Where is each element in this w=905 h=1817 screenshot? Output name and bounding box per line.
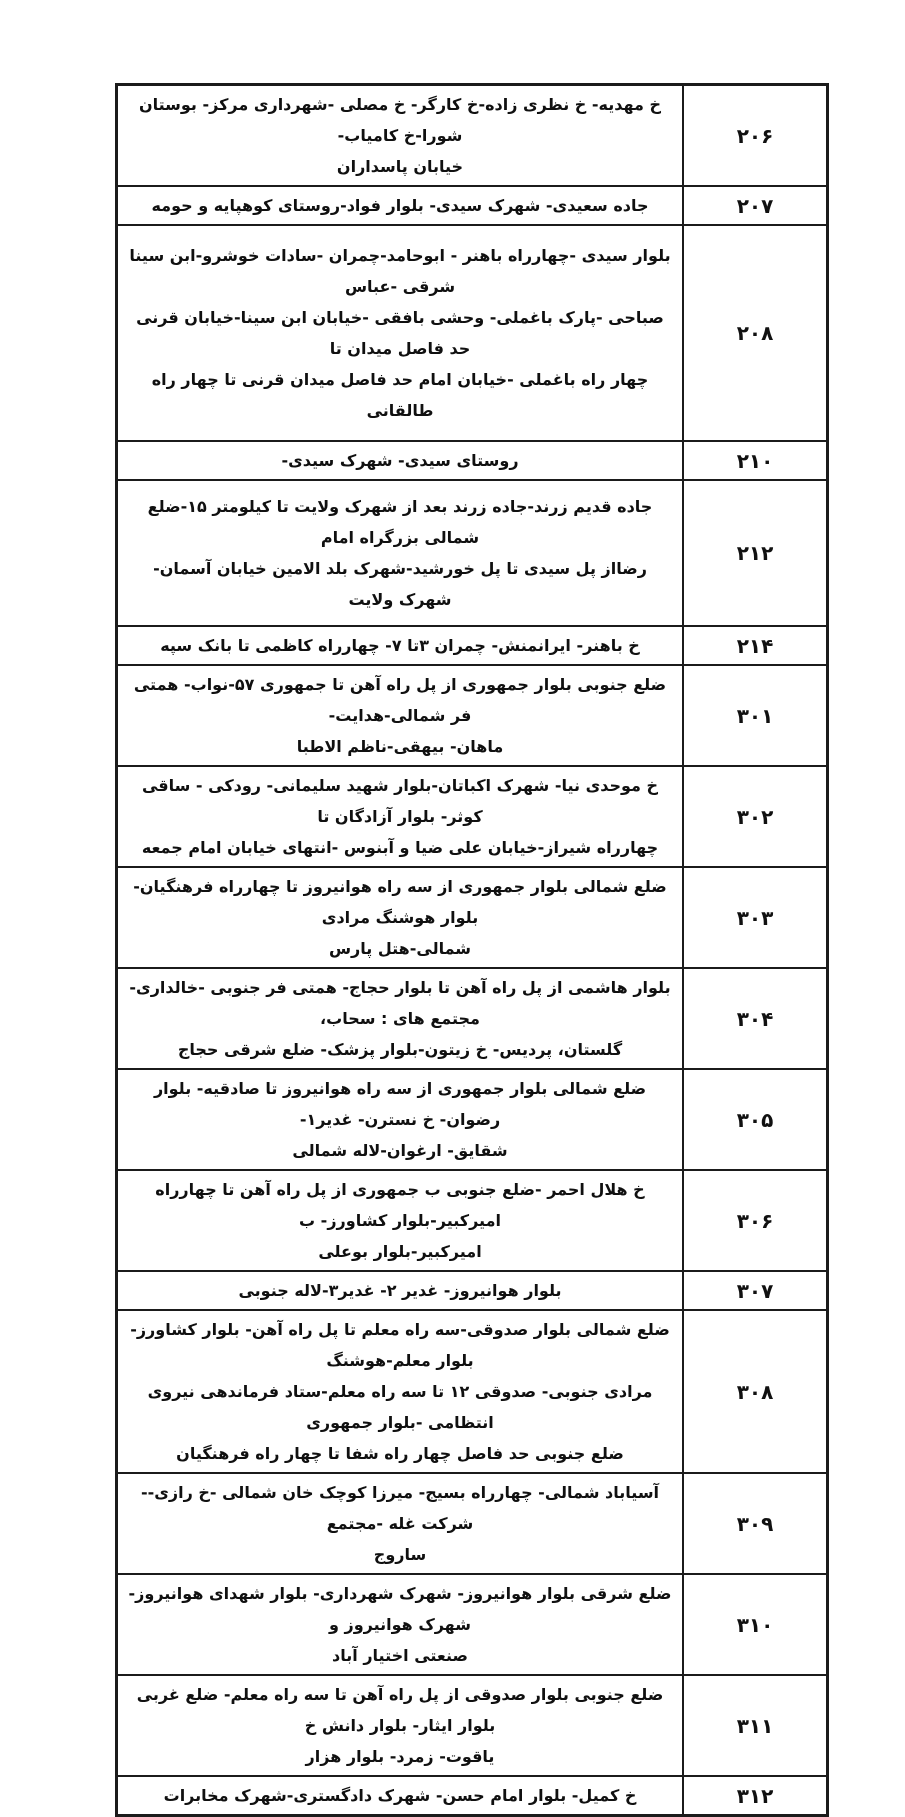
table-row bbox=[117, 1776, 828, 1816]
table-row bbox=[117, 225, 828, 441]
route-description-line: ضلع شمالی بلوار جمهوری از سه راه هوانیروز تا چهارراه فرهنگیان- بلوار هوشنگ مرادی bbox=[133, 877, 667, 927]
route-description bbox=[117, 1675, 684, 1776]
route-description-line: بلوار هاشمی از پل راه آهن تا بلوار حجاج- همتی فر جنوبی -خالداری- مجتمع های : سحاب، bbox=[129, 978, 671, 1028]
route-code: ۲۰۷ bbox=[683, 186, 828, 225]
table-row bbox=[117, 867, 828, 968]
route-code: ۳۰۲ bbox=[683, 766, 828, 867]
route-description-line: ضلع جنوبی بلوار جمهوری از پل راه آهن تا جمهوری ۵۷-نواب- همتی فر شمالی-هدایت- bbox=[133, 675, 667, 725]
route-description bbox=[117, 85, 684, 187]
route-description bbox=[117, 1473, 684, 1574]
table-row bbox=[117, 480, 828, 626]
table-row bbox=[117, 665, 828, 766]
route-description-line: ضلع شمالی بلوار جمهوری از سه راه هوانیروز تا صادقیه- بلوار رضوان- خ نسترن- غدیر۱- bbox=[153, 1079, 647, 1129]
route-code: ۳۰۴ bbox=[683, 968, 828, 1069]
route-description-line: ضلع شمالی بلوار صدوقی-سه راه معلم تا پل راه آهن- بلوار کشاورز- بلوار معلم-هوشنگ bbox=[130, 1320, 670, 1370]
route-description bbox=[117, 766, 684, 867]
route-code: ۲۰۸ bbox=[683, 225, 828, 441]
route-description-line: ضلع شرقی بلوار هوانیروز- شهرک شهرداری- بلوار شهدای هوانیروز- شهرک هوانیروز و bbox=[128, 1584, 672, 1634]
route-description bbox=[117, 186, 684, 225]
route-description-line: رضااز پل سیدی تا پل خورشید-شهرک بلد الامین خیابان آسمان-شهرک ولایت bbox=[153, 559, 647, 609]
table-row bbox=[117, 85, 828, 187]
route-description bbox=[117, 441, 684, 480]
route-code: ۳۰۶ bbox=[683, 1170, 828, 1271]
route-description-line: چهارراه شیراز-خیابان علی ضیا و آبنوس -انتهای خیابان امام جمعه bbox=[141, 838, 659, 857]
table-row bbox=[117, 1271, 828, 1310]
routes-table-body bbox=[117, 85, 828, 1816]
table-row bbox=[117, 626, 828, 665]
route-description-line: خ کمیل- بلوار امام حسن- شهرک دادگستری-شهرک مخابرات bbox=[163, 1786, 637, 1805]
route-code: ۲۱۰ bbox=[683, 441, 828, 480]
route-code: ۳۱۲ bbox=[683, 1776, 828, 1816]
route-code: ۳۰۵ bbox=[683, 1069, 828, 1170]
table-row bbox=[117, 1675, 828, 1776]
route-description-line: خ مهدیه- خ نظری زاده-خ کارگر- خ مصلی -شهرداری مرکز- بوستان شورا-خ کامیاب- bbox=[138, 95, 662, 145]
route-description bbox=[117, 1310, 684, 1473]
route-description-line: مرادی جنوبی- صدوقی ۱۲ تا سه راه معلم-ستاد فرماندهی نیروی انتظامی -بلوار جمهوری bbox=[147, 1382, 653, 1432]
route-description bbox=[117, 1069, 684, 1170]
route-description bbox=[117, 626, 684, 665]
route-description-line: خ باهنر- ایرانمنش- چمران ۳تا ۷- چهارراه کاظمی تا بانک سپه bbox=[160, 636, 640, 655]
route-description-line: خ موحدی نیا- شهرک اکباتان-بلوار شهید سلیمانی- رودکی - ساقی کوثر- بلوار آزادگان تا bbox=[141, 776, 659, 826]
route-description-line: شقایق- ارغوان-لاله شمالی bbox=[292, 1141, 508, 1160]
route-code: ۲۱۴ bbox=[683, 626, 828, 665]
route-code: ۳۰۹ bbox=[683, 1473, 828, 1574]
route-description bbox=[117, 1170, 684, 1271]
table-row bbox=[117, 441, 828, 480]
route-description-line: بلوار هوانیروز- غدیر ۲- غدیر۳-لاله جنوبی bbox=[238, 1281, 562, 1300]
route-code: ۳۰۱ bbox=[683, 665, 828, 766]
table-row bbox=[117, 1170, 828, 1271]
table-row bbox=[117, 186, 828, 225]
table-row bbox=[117, 1069, 828, 1170]
route-code: ۲۱۲ bbox=[683, 480, 828, 626]
route-code: ۳۱۱ bbox=[683, 1675, 828, 1776]
route-description-line: آسیاباد شمالی- چهارراه بسیج- میرزا کوچک خان شمالی -خ رازی--شرکت غله -مجتمع bbox=[140, 1483, 660, 1533]
route-description bbox=[117, 665, 684, 766]
table-row bbox=[117, 766, 828, 867]
route-description bbox=[117, 1574, 684, 1675]
route-description-line: ساروج bbox=[373, 1545, 427, 1564]
route-description-line: ضلع جنوبی بلوار صدوقی از پل راه آهن تا سه راه معلم- ضلع غربی بلوار ایثار- بلوار دانش خ bbox=[136, 1685, 664, 1735]
route-description-line: خیابان پاسداران bbox=[336, 157, 464, 176]
route-description bbox=[117, 1271, 684, 1310]
route-description-line: بلوار سیدی -چهارراه باهنر - ابوحامد-چمران -سادات خوشرو-ابن سینا شرقی -عباس bbox=[129, 246, 671, 296]
route-code: ۳۰۳ bbox=[683, 867, 828, 968]
table-row bbox=[117, 1310, 828, 1473]
route-description-line: صنعتی اختیار آباد bbox=[332, 1646, 468, 1665]
route-code: ۳۰۸ bbox=[683, 1310, 828, 1473]
route-description bbox=[117, 1776, 684, 1816]
route-description-line: گلستان، پردیس- خ زیتون-بلوار پزشک- ضلع شرقی حجاج bbox=[177, 1040, 623, 1059]
route-description-line: ضلع جنوبی حد فاصل چهار راه شفا تا چهار راه فرهنگیان bbox=[176, 1444, 624, 1463]
table-row bbox=[117, 1473, 828, 1574]
route-description-line: امیرکبیر-بلوار بوعلی bbox=[318, 1242, 482, 1261]
route-code: ۳۱۰ bbox=[683, 1574, 828, 1675]
route-description-line: جاده سعیدی- شهرک سیدی- بلوار فواد-روستای کوهپایه و حومه bbox=[151, 196, 649, 215]
route-description-line: چهار راه باغملی -خیابان امام حد فاصل میدان قرنی تا چهار راه طالقانی bbox=[151, 370, 649, 420]
table-row bbox=[117, 968, 828, 1069]
route-description-line: ماهان- بیهقی-ناظم الاطبا bbox=[296, 737, 504, 756]
table-row bbox=[117, 1574, 828, 1675]
route-description bbox=[117, 867, 684, 968]
route-description-line: روستای سیدی- شهرک سیدی- bbox=[281, 451, 519, 470]
route-description-line: جاده قدیم زرند-جاده زرند بعد از شهرک ولایت تا کیلومتر ۱۵-ضلع شمالی بزرگراه امام bbox=[147, 497, 653, 547]
route-description-line: صباحی -پارک باغملی- وحشی بافقی -خیابان ابن سینا-خیابان قرنی حد فاصل میدان تا bbox=[136, 308, 664, 358]
route-description bbox=[117, 225, 684, 441]
district-routes-table bbox=[115, 83, 829, 1817]
route-description-line: خ هلال احمر -ضلع جنوبی ب جمهوری از پل راه آهن تا چهارراه امیرکبیر-بلوار کشاورز- ب bbox=[155, 1180, 645, 1230]
route-description-line: یاقوت- زمرد- بلوار هزار bbox=[305, 1747, 495, 1766]
route-code: ۲۰۶ bbox=[683, 85, 828, 187]
route-description-line: شمالی-هتل پارس bbox=[328, 939, 472, 958]
route-description bbox=[117, 480, 684, 626]
route-description bbox=[117, 968, 684, 1069]
route-code: ۳۰۷ bbox=[683, 1271, 828, 1310]
